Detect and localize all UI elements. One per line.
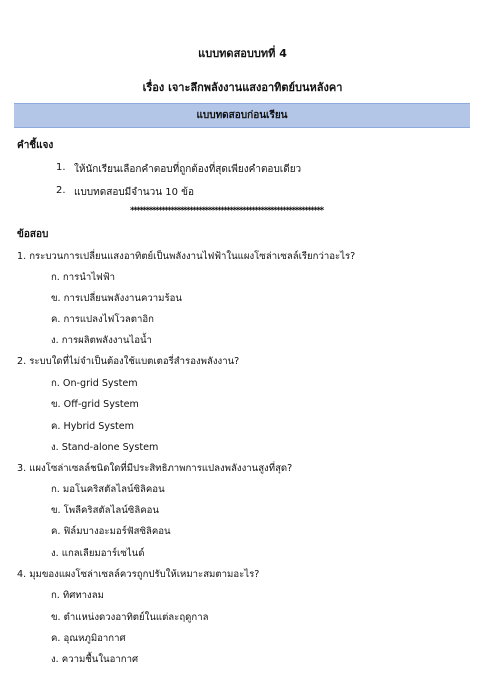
document-title: แบบทดสอบบทที่ 4 xyxy=(198,47,287,60)
document-subtitle: เรื่อง เจาะลึกพลังงานแสงอาทิตย์บนหลังคา xyxy=(142,81,343,94)
question-text: 4. มุมของแผงโซล่าเซลล์ควรถูกปรับให้เหมาะสมตามอะไร? xyxy=(17,569,260,580)
instructions-heading: คำชี้แจง xyxy=(17,140,54,151)
question-text: 1. กระบวนการเปลี่ยนแสงอาทิตย์เป็นพลังงานไฟฟ้าในแผงโซล่าเซลล์เรียกว่าอะไร? xyxy=(17,251,356,262)
choice: ง. ความชื้นในอากาศ xyxy=(51,654,139,665)
questions-heading: ข้อสอบ xyxy=(17,229,49,240)
choice: ง. การผลิตพลังงานไอน้ำ xyxy=(51,335,152,346)
choice: ก. การนำไฟฟ้า xyxy=(51,272,115,283)
instruction-text: ให้นักเรียนเลือกคำตอบที่ถูกต้องที่สุดเพียงคำตอบเดียว xyxy=(74,164,302,175)
choice: ก. มอโนคริสตัลไลน์ซิลิคอน xyxy=(51,484,165,495)
instruction-number: 2. xyxy=(56,185,66,196)
choice: ง. Stand-alone System xyxy=(51,442,159,453)
choice: ค. อุณหภูมิอากาศ xyxy=(51,633,126,644)
choice: ข. โพลีคริสตัลไลน์ซิลิคอน xyxy=(51,505,159,516)
choice: ก. On-grid System xyxy=(51,378,138,389)
instruction-item xyxy=(0,185,485,199)
instruction-item xyxy=(0,162,485,176)
choice: ค. Hybrid System xyxy=(51,421,135,432)
question-text: 2. ระบบใดที่ไม่จำเป็นต้องใช้แบตเตอรี่สำรองพลังงาน? xyxy=(17,356,240,367)
choice: ง. แกลเลียมอาร์เซไนด์ xyxy=(51,548,145,559)
section-banner: แบบทดสอบก่อนเรียน xyxy=(14,103,470,128)
choice: ข. ตำแหน่งดวงอาทิตย์ในแต่ละฤดูกาล xyxy=(51,612,209,623)
choice: ค. ฟิล์มบางอะมอร์ฟัสซิลิคอน xyxy=(51,526,171,537)
choice: ค. การแปลงไฟโวลตาอิก xyxy=(51,314,154,325)
separator-line: ************************************************************** xyxy=(130,206,323,216)
choice: ข. การเปลี่ยนพลังงานความร้อน xyxy=(51,293,182,304)
question-text: 3. แผงโซล่าเซลล์ชนิดใดที่มีประสิทธิภาพการแปลงพลังงานสูงที่สุด? xyxy=(17,463,293,474)
choice: ก. ทิศทางลม xyxy=(51,590,104,601)
instruction-number: 1. xyxy=(56,162,66,173)
choice: ข. Off-grid System xyxy=(51,399,139,410)
instruction-text: แบบทดสอบมีจำนวน 10 ข้อ xyxy=(74,187,194,198)
